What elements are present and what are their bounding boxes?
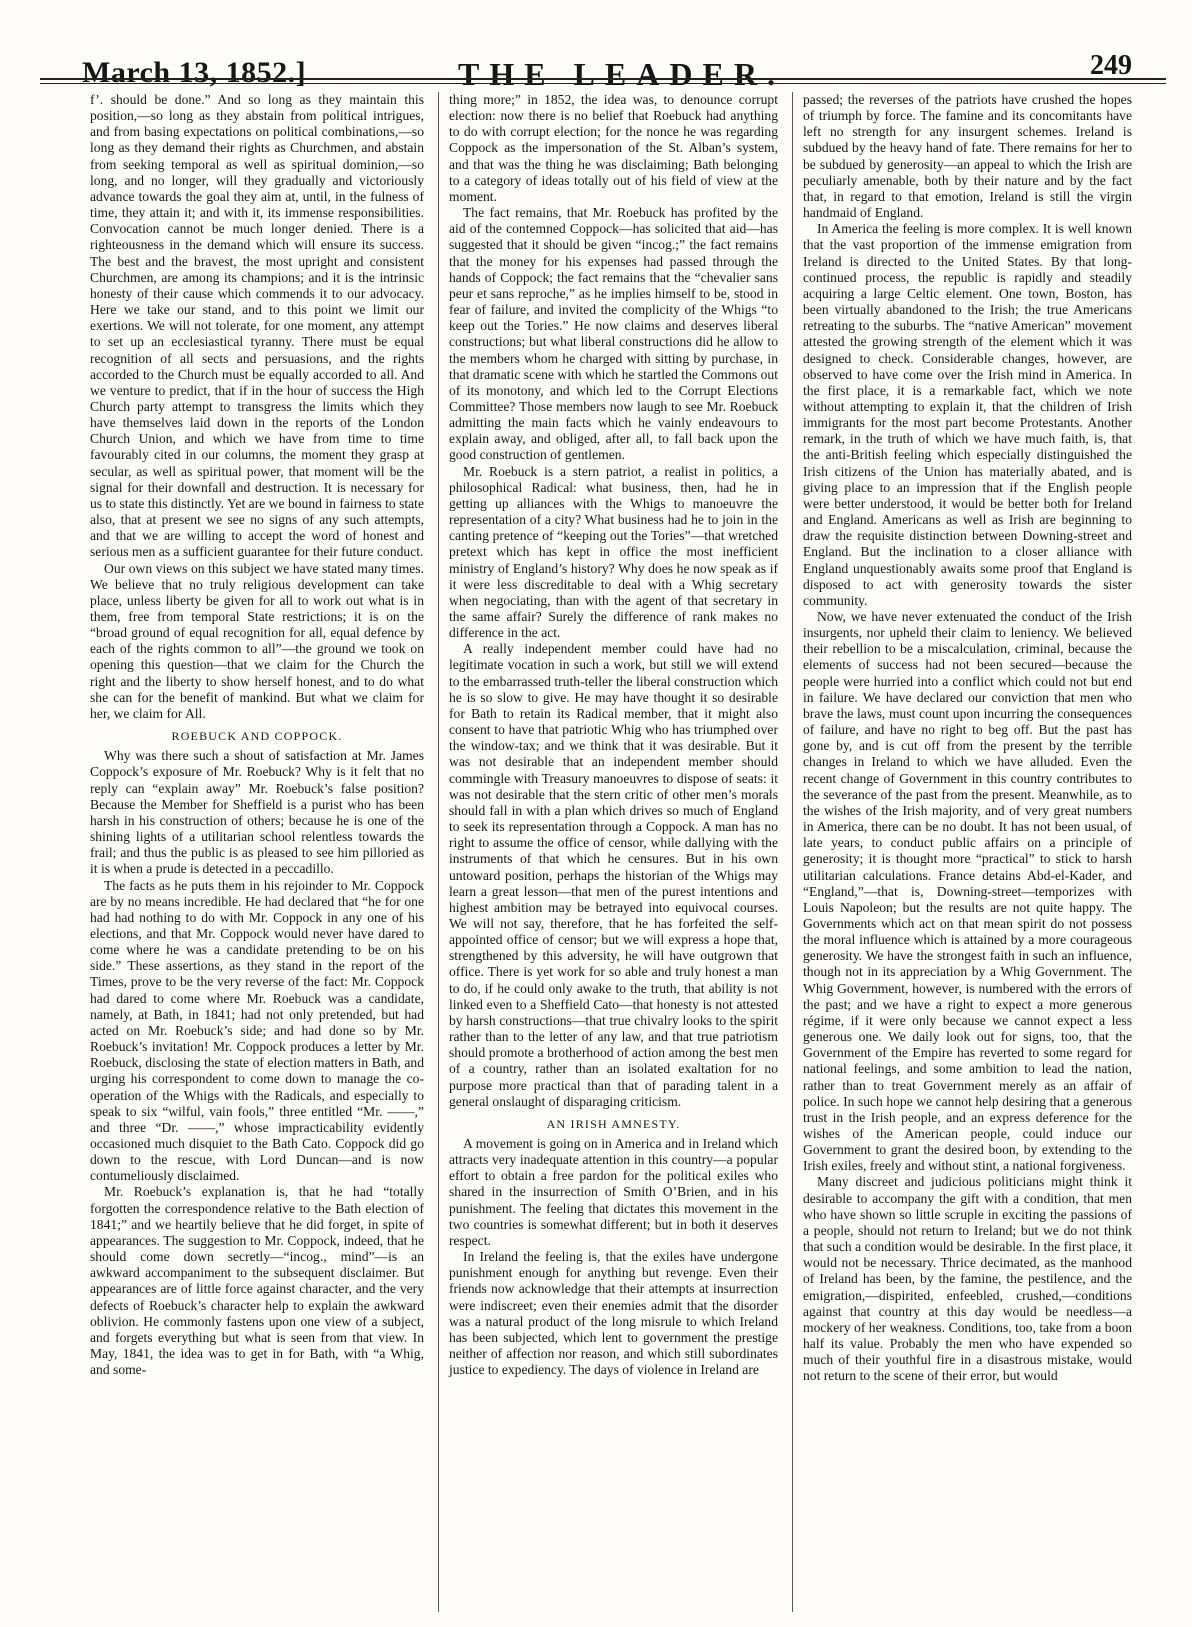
column-2 (438, 92, 784, 1612)
header-rule-thin (40, 83, 1166, 84)
paragraph: Our own views on this subject we have stated many times. We believe that no truly religious development can take place, unless liberty be given for all to work out what is in them, free from temporal State restrictions; it is on the “broad ground of equal recognition for all, equal defence by each of the rights common to all”—the ground we took on opening this question—that we claim for the Church the right and the liberty to show herself honest, and to do what she can for the benefit of mankind. But what we claim for her, we claim for All. (90, 560, 424, 721)
paragraph: Mr. Roebuck is a stern patriot, a realist in politics, a philosophical Radical: what business, then, had he in getting up alliances with the Whigs to manoeuvre the representation of a city? What business had he to join in the canting pretence of “keeping out the Tories”—that wretched pretext which has kept in office the most inefficient ministry of England’s history? Why does he now speak as if it were less discreditable to deal with a Whig secretary when negociating, than with the agent of that secretary in the same affair? Surely the difference of rank makes no difference in the act. (449, 463, 778, 641)
paragraph: Why was there such a shout of satisfaction at Mr. James Coppock’s exposure of Mr. Roebuck? Why is it felt that no reply can “explain away” Mr. Roebuck’s false position? Because the Member for Sheffield is a purist who has been harsh in his construction of others; because he is one of the shining lights of a utilitarian school relentless towards the frail; and thus the public is as pleased to see him pilloried as it is when a prude is detected in a peccadillo. (90, 748, 424, 877)
issue-date: March 13, 1852.] (82, 56, 307, 89)
paragraph: In Ireland the feeling is, that the exiles have undergone punishment enough for anything but revenge. Even their friends now acknowledge that their attempts at insurrection were indiscreet; even their enemies admit that the disorder was a natural product of the long misrule to which Ireland has been subjected, which lent to government the prestige neither of affection nor reason, and which still subordinates justice to expediency. The days of violence in Ireland are (449, 1249, 778, 1378)
paragraph: passed; the reverses of the patriots have crushed the hopes of triumph by force. The famine and its concomitants have left no strength for any insurgent schemes. Ireland is subdued by the heavy hand of fate. There remains for her to be subdued by generosity—an appeal to which the Irish are peculiarly amenable, both by their nature and by the fact that, in regard to that emotion, Ireland is still the virgin handmaid of England. (803, 92, 1132, 221)
column-1 (84, 92, 430, 1612)
article-heading-roebuck-coppock: ROEBUCK AND COPPOCK. (171, 729, 343, 744)
paragraph: A movement is going on in America and in Ireland which attracts very inadequate attention in this country—a popular effort to obtain a free pardon for the political exiles who shared in the insurrection of Smith O’Brien, and in his punishment. The feeling that dictates this movement in the two countries is somewhat different; but in both it deserves respect. (449, 1136, 778, 1248)
article-columns (84, 92, 1160, 1612)
column-3 (792, 92, 1138, 1612)
article-heading-irish-amnesty: AN IRISH AMNESTY. (546, 1116, 681, 1131)
paragraph: Mr. Roebuck’s explanation is, that he had “totally forgotten the correspondence relative to the Bath election of 1841;” and we heartily believe that he did forget, in spite of appearances. The suggestion to Mr. Coppock, indeed, that he should come down secretly—“incog., mind”—is an awkward accompaniment to the subsequent disclaimer. But appearances are of little force against character, and the very defects of Roebuck’s character help to explain the awkward oblivion. He commonly fastens upon one view of a subject, and forgets everything but what is seen from that view. In May, 1841, the idea was to get in for Bath, with “a Whig, and some- (90, 1184, 424, 1378)
page-number: 249 (1090, 50, 1132, 81)
paragraph: The facts as he puts them in his rejoinder to Mr. Coppock are by no means incredible. He had declared that “he for one had had nothing to do with Mr. Coppock in any one of his elections, and that Mr. Coppock would never have dared to come where he was a candidate pretending to be on his side.” These assertions, as they stand in the report of the Times, prove to be the very reverse of the fact: Mr. Coppock had dared to come where Mr. Roebuck was a candidate, namely, at Bath, in 1841; had not only pretended, but had acted on Mr. Roebuck’s side; and had done so by Mr. Roebuck’s invitation! Mr. Coppock produces a letter by Mr. Roebuck, disclosing the state of election matters in Bath, and urging his correspondent to come down to manage the co-operation of the Whigs with the Radicals, and especially to speak to six “wilful, vain fools,” three entitled “Mr. ——,” and three “Dr. ——,” whose impracticability evidently occasioned much disquiet to the Bath Cato. Coppock did go down to the rescue, with Lord Duncan—and is now contumeliously disclaimed. (90, 877, 424, 1184)
paragraph: A really independent member could have had no legitimate vocation in such a work, but still we will extend to the embarrassed truth-teller the liberal construction which he is so slow to give. He may have thought it so desirable for Bath to retain its Radical member, that it might also consent to have that patriotic Whig who has triumphed over the window-tax; and we think that it was desirable. But it was not desirable that an independent member should commingle with Treasury manoeuvres to dispose of seats: it was not desirable that the stern critic of other men’s morals should fall in with a plan which drives so much of England to seek its representation through a Coppock. A man has no right to assume the office of censor, while dallying with the instruments of that which he censures. But in his own untoward position, perhaps the historian of the Whigs may learn a great lesson—that men of the purest intentions and highest ambition may be betrayed into equivocal courses. We will not say, therefore, that he has forfeited the self-appointed office of censor; but we will express a hope that, strengthened by this adversity, he will have outgrown that office. There is yet work for so able and truly honest a man to do, if he could only awake to the truth, that ability is not linked even to a Sheffield Cato—that honesty is not attested by harsh constructions—that true chivalry looks to the spirit rather than to the letter of any law, and that true patriotism should promote a brotherhood of action among the best men of a country, rather than an isolated exaltation for no purpose more practical than that of parading talent in a general onslaught of disparaging criticism. (449, 641, 778, 1109)
paragraph: Many discreet and judicious politicians might think it desirable to accompany the gift with a condition, that men who have shown so little scruple in exciting the passions of a people, should not return to Ireland; but we do not think that such a condition would be desirable. In the first place, it would not be necessary. Thrice decimated, as the manhood of Ireland has been, by the famine, the pestilence, and the emigration,—dispirited, enfeebled, crushed,—conditions against that country at this day would be needless—a mockery of her weakness. Conditions, too, take from a boon half its value. Probably the men who have expended so much of their youthful fire in a disastrous mistake, would not return to the scene of their error, but would (803, 1174, 1132, 1384)
paragraph: thing more;” in 1852, the idea was, to denounce corrupt election: now there is no belief that Roebuck had anything to do with corrupt election; for the nonce he was regarding Coppock as the impersonation of the St. Alban’s system, and that was the thing he was disclaiming; Bath belonging to a category of ideas totally out of his field of view at the moment. (449, 92, 778, 204)
paragraph: f’. should be done.” And so long as they maintain this position,—so long as they abstain from political intrigues, and from basing expectations on political combinations,—so long as they demand their rights as Churchmen, and abstain from seeking temporal as well as spiritual dominion,—so long, and no longer, will they gradually and victoriously advance towards the goal they aim at, until, in the fulness of time, they attain it; and with it, its immense responsibilities. Convocation cannot be much longer denied. There is a righteousness in the demand which will ensure its success. The best and the bravest, the most upright and consistent Churchmen, are among its champions; and it is the intrinsic honesty of their cause which commends it to our advocacy. Here we take our stand, and to this point we limit our exertions. We will not tolerate, for one moment, any attempt to set up an ecclesiastical tyranny. There must be equal recognition of all sects and persuasions, and the rights accorded to the Church must be equally accorded to all. And we venture to predict, that if in the hour of success the High Church party attempt to transgress the limits which they have themselves laid down in the reports of the London Church Union, and which we have from time to time favourably cited in our columns, the moment they grasp at secular, as well as spiritual power, that moment will be the signal for their downfall and destruction. It is necessary for us to state this distinctly. Yet are we bound in fairness to state also, that at present we see no signs of any such attempts, and that we are willing to accept the word of honest and serious men as a sufficient guarantee for their future conduct. (90, 92, 424, 560)
newspaper-title: THE LEADER. (458, 56, 785, 92)
paragraph: The fact remains, that Mr. Roebuck has profited by the aid of the contemned Coppock—has solicited that aid—has suggested that it should be given “incog.;” the fact remains that the money for his expenses had passed through the hands of Coppock; the fact remains that the “chevalier sans peur et sans reproche,” as he implies himself to be, stood in fear of failure, and invited the complicity of the Whigs “to keep out the Tories.” He now claims and deserves liberal constructions; but what liberal constructions did he allow to the members whom he charged with sitting by purchase, in that dramatic scene with which he startled the Commons out of its monotony, and which led to the Corrupt Elections Committee? Those members now laugh to see Mr. Roebuck admitting the main facts which he vainly endeavours to explain away, and obliged, after all, to fall back upon the good construction of gentlemen. (449, 205, 778, 463)
header-rule (40, 78, 1166, 80)
paragraph: Now, we have never extenuated the conduct of the Irish insurgents, nor upheld their claim to leniency. We believed their rebellion to be a miscalculation, criminal, because the elements of success had not been secured—because the people were hurried into a conflict which could not but end in failure. We have declared our conviction that men who brave the laws, must count upon incurring the consequences of failure, and have no right to beg off. But the past has gone by, and is cut off from the present by the terrible changes in Ireland to which we have alluded. Even the recent change of Government in this country contributes to the severance of the past from the present. Meanwhile, as to the wishes of the Irish majority, and of very great numbers in America, there can be no doubt. It has not been usual, of late years, to conduct public affairs on a principle of generosity; it is thought more “practical” to stick to harsh utilitarian calculations. France detains Abd-el-Kader, and “England,”—that is, Downing-street—temporizes with Louis Napoleon; but the results are not quite happy. The Governments which act on that mean spirit do not possess the moral influence which is attained by a more courageous generosity. We have the strongest faith in such an influence, though not in its appreciation by a Whig Government. The Whig Government, however, is numbered with the errors of the past; and we have a right to expect a more generous régime, if it were only because we cannot expect a less generous one. We daily look out for signs, too, that the Government of the Empire has reverted to some regard for national feelings, and some ambition to lead the nation, rather than to treat Government merely as an affair of police. In such hope we cannot help desiring that a generous trust in the Irish people, and an express deference for the wishes of the American people, could induce our Government to grant the desired boon, by extending to the Irish exiles, freely and without stint, a national forgiveness. (803, 609, 1132, 1174)
paragraph: In America the feeling is more complex. It is well known that the vast proportion of the immense emigration from Ireland is directed to the United States. By that long-continued process, the republic is rapidly and steadily acquiring a large Celtic element. One town, Boston, has been virtually abandoned to the Irish; the true Americans retreating to the suburbs. The “native American” movement attested the growing strength of the element which it was designed to check. Considerable changes, however, are observed to have come over the Irish mind in America. In the first place, it is a remarkable fact, which we note without attempting to explain it, that the children of Irish immigrants for the most part become Protestants. Another remark, in the truth of which we have much faith, is, that the anti-British feeling which especially distinguished the Irish citizens of the Union has materially abated, and is giving place to an impression that if the English people were better understood, it would be better both for Ireland and England. Americans as well as Irish are beginning to draw the requisite distinction between Downing-street and England. But the inclination to a closer alliance with England unquestionably awaits some proof that England is disposed to act with generosity towards the sister community. (803, 221, 1132, 608)
page-header (38, 38, 1158, 100)
